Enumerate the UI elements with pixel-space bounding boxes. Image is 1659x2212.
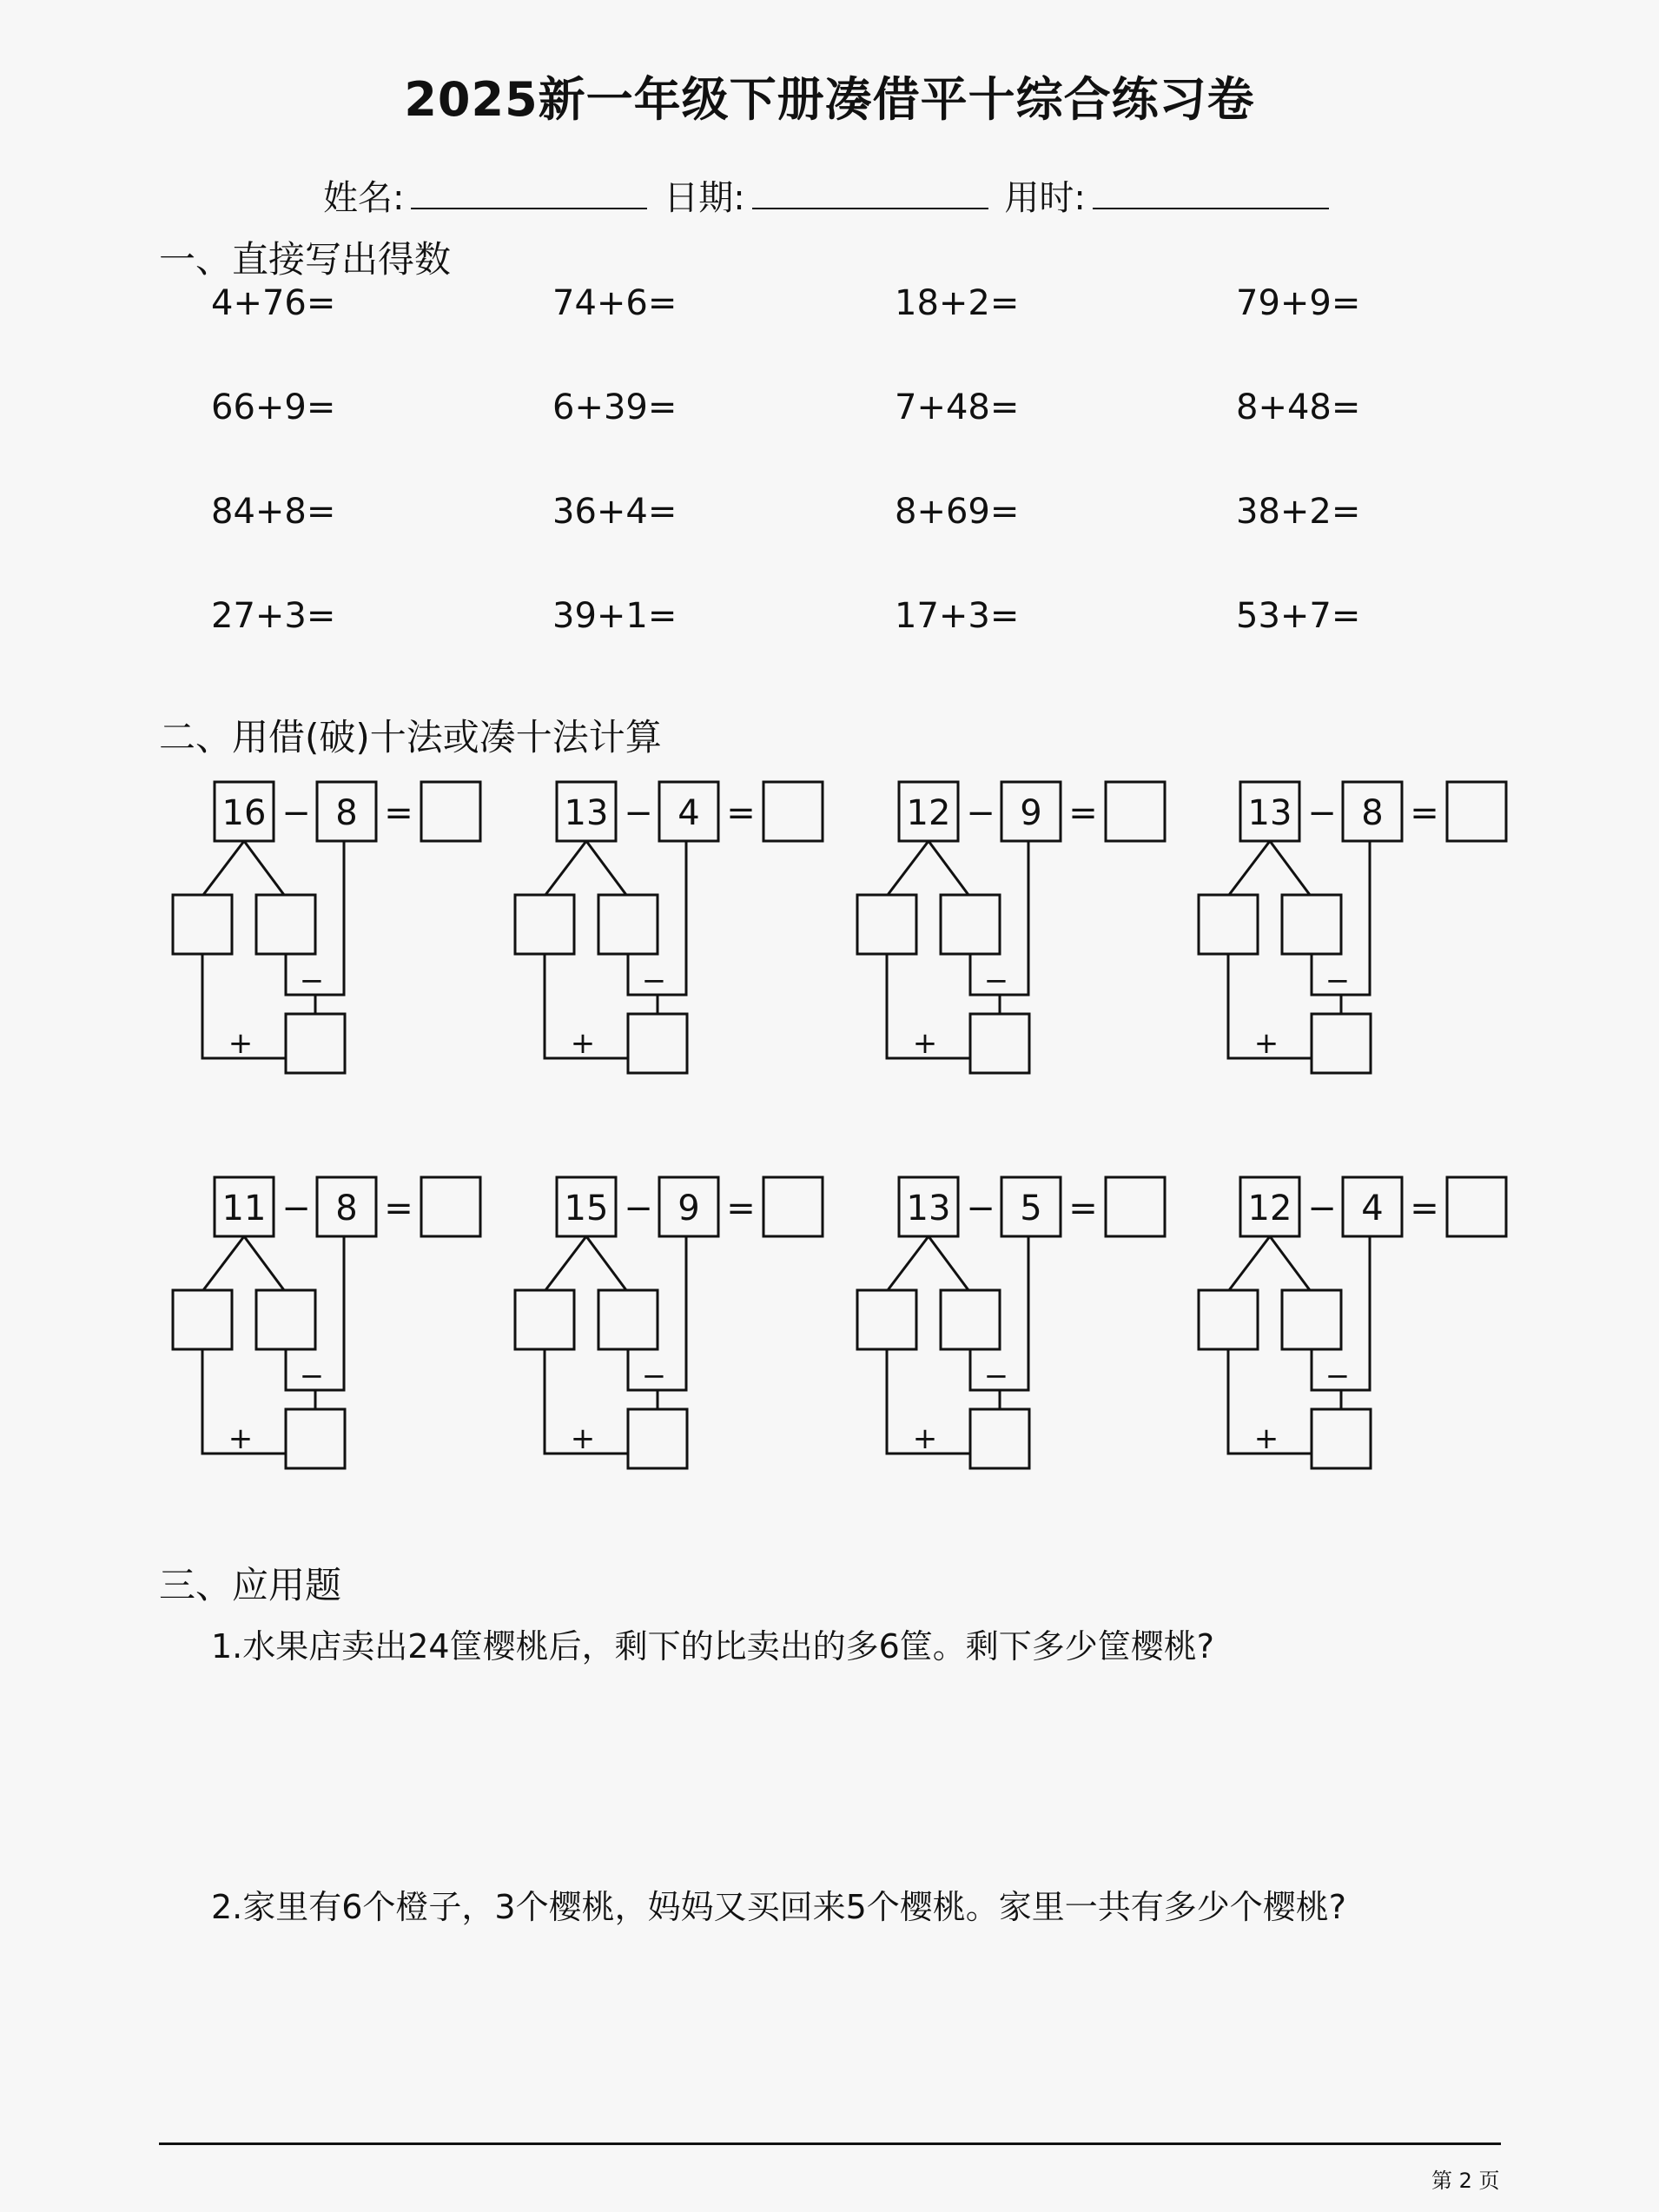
equals-sign: =: [1410, 1189, 1439, 1229]
arithmetic-problem: 7+48=: [895, 387, 1020, 427]
minus-sign: −: [624, 1189, 653, 1229]
minus-sign: −: [1325, 964, 1351, 998]
arithmetic-problem: 18+2=: [895, 283, 1020, 323]
minuend-value: 12: [906, 793, 951, 833]
subtrahend-value: 9: [677, 1189, 700, 1229]
equals-sign: =: [726, 793, 756, 833]
minuend-value: 13: [1247, 793, 1292, 833]
arithmetic-problem: 36+4=: [552, 492, 677, 532]
section3-title: 三、应用题: [159, 1564, 342, 1606]
split-box-left[interactable]: [515, 1290, 574, 1349]
branch-line: [1229, 1236, 1270, 1290]
answer-box[interactable]: [1447, 782, 1506, 841]
branch-line: [888, 841, 929, 895]
subtrahend-value: 4: [677, 793, 700, 833]
branch-line: [545, 841, 586, 895]
arithmetic-problem: 38+2=: [1236, 492, 1361, 532]
equals-sign: =: [1410, 793, 1439, 833]
page-title: 2025新一年级下册凑借平十综合练习卷: [404, 72, 1255, 127]
plus-sign: +: [1253, 1421, 1279, 1456]
arithmetic-problem: 84+8=: [211, 492, 336, 532]
answer-box[interactable]: [421, 782, 480, 841]
plus-sign: +: [1253, 1026, 1279, 1061]
split-box-left[interactable]: [1199, 1290, 1258, 1349]
split-box-left[interactable]: [857, 1290, 916, 1349]
split-box-right[interactable]: [941, 895, 1000, 954]
plus-sign: +: [228, 1026, 254, 1061]
minus-sign: −: [299, 964, 325, 998]
branch-line: [929, 1236, 968, 1290]
branch-line: [1270, 841, 1310, 895]
arithmetic-problem: 66+9=: [211, 387, 336, 427]
split-box-right[interactable]: [1282, 895, 1341, 954]
subtrahend-value: 5: [1020, 1189, 1042, 1229]
difference-box[interactable]: [970, 1409, 1029, 1468]
branch-line: [203, 1236, 244, 1290]
minus-sign: −: [966, 793, 995, 833]
minuend-value: 11: [221, 1189, 267, 1229]
branch-line: [244, 841, 284, 895]
difference-box[interactable]: [286, 1409, 345, 1468]
split-box-right[interactable]: [256, 1290, 315, 1349]
arithmetic-problem: 8+69=: [895, 492, 1020, 532]
answer-box[interactable]: [1106, 1177, 1165, 1236]
answer-box[interactable]: [421, 1177, 480, 1236]
subtrahend-value: 4: [1361, 1189, 1384, 1229]
split-box-right[interactable]: [1282, 1290, 1341, 1349]
answer-box[interactable]: [763, 782, 823, 841]
subtrahend-value: 8: [335, 1189, 358, 1229]
equals-sign: =: [1068, 1189, 1098, 1229]
plus-sign: +: [912, 1421, 938, 1456]
section2-title: 二、用借(破)十法或凑十法计算: [159, 716, 662, 758]
arithmetic-problem: 27+3=: [211, 596, 336, 636]
arithmetic-problem: 53+7=: [1236, 596, 1361, 636]
minuend-value: 16: [221, 793, 267, 833]
date-label: 日期:: [664, 178, 745, 218]
plus-sign: +: [570, 1421, 596, 1456]
minus-sign: −: [624, 793, 653, 833]
split-box-left[interactable]: [1199, 895, 1258, 954]
subtrahend-value: 9: [1020, 793, 1042, 833]
equals-sign: =: [384, 1189, 413, 1229]
split-box-left[interactable]: [515, 895, 574, 954]
difference-box[interactable]: [1312, 1409, 1371, 1468]
equals-sign: =: [1068, 793, 1098, 833]
arithmetic-problem: 17+3=: [895, 596, 1020, 636]
answer-box[interactable]: [1106, 782, 1165, 841]
branch-line: [1229, 841, 1270, 895]
branch-line: [929, 841, 968, 895]
branch-line: [244, 1236, 284, 1290]
equals-sign: =: [726, 1189, 756, 1229]
minus-sign: −: [1307, 793, 1337, 833]
arithmetic-problem: 6+39=: [552, 387, 677, 427]
branch-line: [545, 1236, 586, 1290]
minus-sign: −: [983, 1359, 1009, 1394]
split-box-right[interactable]: [598, 895, 658, 954]
difference-box[interactable]: [1312, 1014, 1371, 1073]
split-box-left[interactable]: [173, 895, 232, 954]
word-problem-2: 2.家里有6个橙子，3个樱桃，妈妈又买回来5个樱桃。家里一共有多少个樱桃?: [211, 1888, 1346, 1926]
difference-box[interactable]: [628, 1014, 687, 1073]
branch-line: [586, 841, 626, 895]
split-box-left[interactable]: [173, 1290, 232, 1349]
minuend-value: 15: [564, 1189, 609, 1229]
word-problem-1: 1.水果店卖出24筐樱桃后，剩下的比卖出的多6筐。剩下多少筐樱桃?: [211, 1627, 1214, 1666]
arithmetic-problem: 8+48=: [1236, 387, 1361, 427]
minuend-value: 13: [564, 793, 609, 833]
arithmetic-problem: 4+76=: [211, 283, 336, 323]
arithmetic-problem: 79+9=: [1236, 283, 1361, 323]
minus-sign: −: [641, 1359, 667, 1394]
plus-sign: +: [912, 1026, 938, 1061]
answer-box[interactable]: [763, 1177, 823, 1236]
section1-title: 一、直接写出得数: [159, 238, 452, 281]
difference-box[interactable]: [628, 1409, 687, 1468]
split-box-left[interactable]: [857, 895, 916, 954]
arithmetic-problem: 39+1=: [552, 596, 677, 636]
minuend-value: 12: [1247, 1189, 1292, 1229]
split-box-right[interactable]: [256, 895, 315, 954]
difference-box[interactable]: [970, 1014, 1029, 1073]
minuend-value: 13: [906, 1189, 951, 1229]
arithmetic-problem: 74+6=: [552, 283, 677, 323]
equals-sign: =: [384, 793, 413, 833]
split-box-right[interactable]: [598, 1290, 658, 1349]
branch-line: [586, 1236, 626, 1290]
minus-sign: −: [299, 1359, 325, 1394]
minus-sign: −: [1325, 1359, 1351, 1394]
minus-sign: −: [281, 793, 311, 833]
footer-divider: [159, 2142, 1501, 2145]
branch-line: [888, 1236, 929, 1290]
minus-sign: −: [641, 964, 667, 998]
plus-sign: +: [228, 1421, 254, 1456]
subtrahend-value: 8: [1361, 793, 1384, 833]
branch-line: [1270, 1236, 1310, 1290]
minus-sign: −: [1307, 1189, 1337, 1229]
page-number: 第 2 页: [1431, 2169, 1500, 2193]
time-label: 用时:: [1004, 178, 1086, 218]
minus-sign: −: [281, 1189, 311, 1229]
subtrahend-value: 8: [335, 793, 358, 833]
branch-line: [203, 841, 244, 895]
minus-sign: −: [983, 964, 1009, 998]
answer-box[interactable]: [1447, 1177, 1506, 1236]
plus-sign: +: [570, 1026, 596, 1061]
minus-sign: −: [966, 1189, 995, 1229]
difference-box[interactable]: [286, 1014, 345, 1073]
split-box-right[interactable]: [941, 1290, 1000, 1349]
name-label: 姓名:: [323, 178, 405, 218]
